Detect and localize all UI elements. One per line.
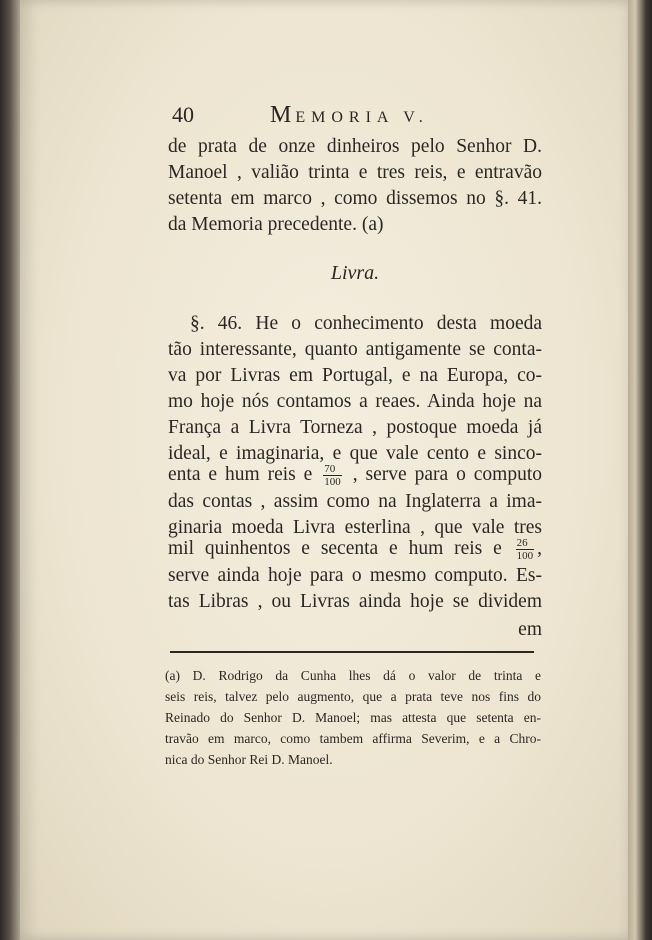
paragraph-line: §. 46. He o conhecimento desta moeda [190,313,542,334]
page-number: 40 [172,102,194,127]
catchword: em [518,619,542,640]
footnote-line: (a) D. Rodrigo da Cunha lhes dá o valor de trinta e [165,668,541,683]
body-line: setenta em marco , como dissemos no §. 41. [168,188,542,209]
paragraph-line: tão interessante, quanto antigamente se conta- [168,339,542,360]
page-right-edge [628,0,652,940]
page-header [172,102,542,128]
fraction-text-before: enta e hum reis e [168,463,313,485]
paragraph-line-fraction [168,537,542,562]
fraction-text-before: mil quinhentos e secenta e hum reis e [168,537,502,559]
body-line: Manoel , valião trinta e tres reis, e entravão [168,162,542,183]
body-line: da Memoria precedente. (a) [168,214,384,235]
running-title [270,102,429,129]
body-line: de prata de onze dinheiros pelo Senhor D. [168,136,542,157]
fraction-numerator: 26 [516,537,535,550]
paragraph-line: ideal, e imaginaria, e que vale cento e sinco- [168,443,542,464]
paragraph-line: serve ainda hoje para o mesmo computo. Es- [168,565,542,586]
paragraph-line: ginaria moeda Livra esterlina , que vale tres [168,517,542,538]
paragraph-line: das contas , assim como na Inglaterra a ima- [168,491,542,512]
paragraph-line-fraction [168,463,542,488]
fraction [516,537,535,562]
fraction-denominator: 100 [516,550,534,562]
footnote-line: seis reis, talvez pelo augmento, que a prata teve nos fins do [165,689,541,704]
footnote-line: nica do Senhor Rei D. Manoel. [165,752,333,767]
running-title-initial: M [270,102,296,128]
paragraph-line: mo hoje nós contamos a reaes. Ainda hoje na [168,391,542,412]
fraction-text-after: , serve para o computo [352,463,543,485]
fraction [323,463,342,488]
paragraph-line: va por Livras em Portugal, e na Europa, co- [168,365,542,386]
fraction-text-after: , [537,537,542,559]
fraction-denominator: 100 [324,476,341,488]
paragraph-line: França a Livra Torneza , postoque moeda já [168,417,542,438]
footnote-rule [170,651,534,653]
fraction-numerator: 70 [323,463,342,476]
footnote-line: Reinado do Senhor D. Manoel; mas attesta que setenta en- [165,710,541,725]
paragraph-line: tas Libras , ou Livras ainda hoje se dividem [168,591,542,612]
running-title-rest: EMORIA V. [295,109,429,126]
footnote-line: travão em marco, como tambem affirma Severim, e a Chro- [165,731,541,746]
section-heading: Livra. [330,262,380,284]
